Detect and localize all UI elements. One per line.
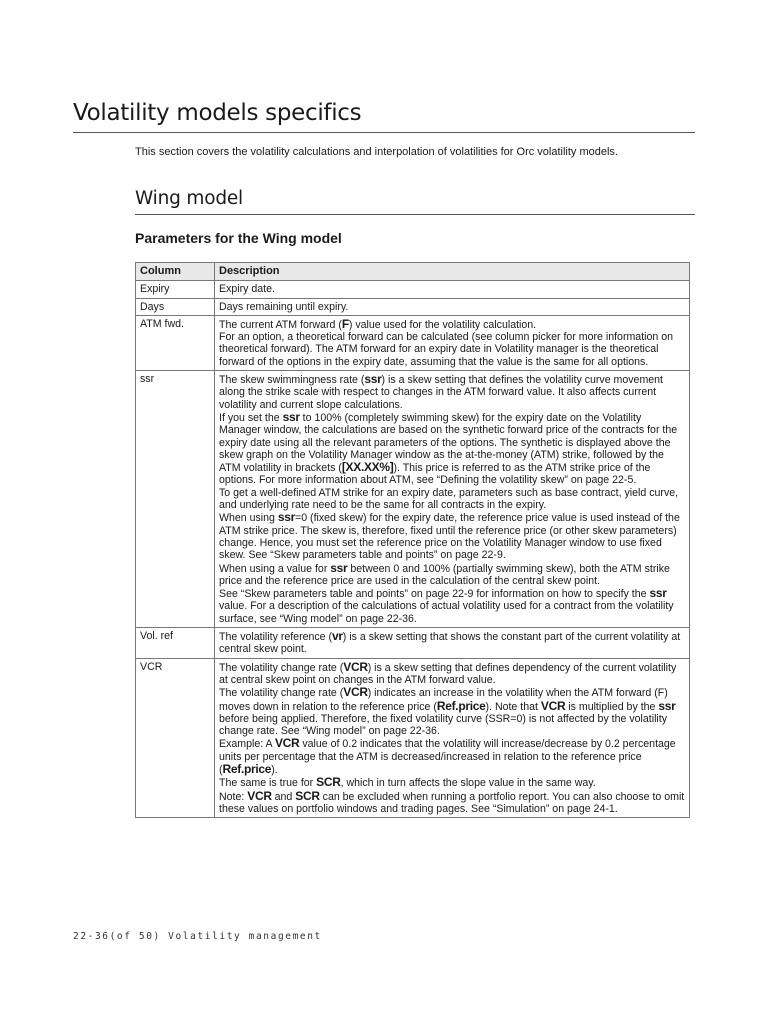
description-paragraph: Days remaining until expiry.	[219, 300, 349, 313]
description-paragraph: To get a well-defined ATM strike for an expiry date, parameters such as base contract, yield curve, and underlying rate need to be the same for all contracts in the expiry.	[219, 486, 679, 512]
description-paragraph: If you set the ssr to 100% (completely swimming skew) for the expiry date on the Volatility Manager window, the calculations are based on the synthetic forward price of the contracts for the expiry date using all the relevant parameters of the options. The synthetic is displayed above the skew graph on the Volatility Manager window as the at-the-money (ATM) strike, followed by the ATM volatility in brackets ([XX.XX%]). This price is referred to as the ATM strike price of the options. For more information about ATM, see “Defining the volatility skew” on page 22-5.	[219, 409, 678, 487]
table-row	[136, 628, 690, 659]
table-row	[136, 658, 690, 818]
section-title: Wing model	[135, 188, 695, 215]
description-paragraph: Expiry date.	[219, 283, 275, 296]
row-column-name: Days	[136, 298, 215, 315]
intro-text: This section covers the volatility calculations and interpolation of volatilities for Orc volatility models.	[135, 146, 618, 158]
table-row	[136, 281, 690, 298]
description-paragraph: The skew swimmingness rate (ssr) is a skew setting that defines the volatility curve movement along the strike scale with respect to changes in the ATM forward value. It also affects current volatility and current slope calculations.	[219, 372, 663, 411]
row-description	[215, 658, 690, 818]
description-paragraph: The same is true for SCR, which in turn affects the slope value in the same way.	[219, 775, 596, 790]
table-body	[136, 281, 690, 818]
row-column-name: ssr	[136, 371, 215, 628]
description-paragraph: The volatility reference (vr) is a skew setting that shows the constant part of the current volatility at central skew point.	[219, 629, 681, 656]
table-row	[136, 298, 690, 315]
page-footer: 22-36(of 50) Volatility management	[73, 931, 322, 942]
description-paragraph: For an option, a theoretical forward can be calculated (see column picker for more information on theoretical forward). The ATM forward for an expiry date in Volatility manager is the theoretical forward of the options in the expiry date, assuming that the value is the same for all options.	[219, 331, 673, 368]
row-description	[215, 315, 690, 370]
row-description	[215, 281, 690, 298]
description-paragraph: When using a value for ssr between 0 and 100% (partially swimming skew), both the ATM strike price and the reference price are used in the calculation of the central skew point.	[219, 560, 670, 587]
description-paragraph: The current ATM forward (F) value used for the volatility calculation.	[219, 316, 537, 331]
description-paragraph: See “Skew parameters table and points” on page 22-9 for information on how to specify the ssr value. For a description of the calculations of actual volatility used for a contract from the volatility surface, see “Wing model” on page 22-36.	[219, 586, 674, 625]
row-description	[215, 298, 690, 315]
row-column-name: VCR	[136, 658, 215, 818]
description-paragraph: When using ssr=0 (fixed skew) for the expiry date, the reference price value is used instead of the ATM strike price. The skew is, therefore, fixed until the reference price (or other skew parameters) change. Hence, you must set the reference price on the Volatility Manager window to use fixed skew. See “Skew parameters table and points” on page 22-9.	[219, 510, 680, 562]
description-paragraph: Note: VCR and SCR can be excluded when running a portfolio report. You can also choose to omit these values on portfolio windows and trading pages. See “Simulation” on page 24-1.	[219, 788, 685, 815]
table-row	[136, 371, 690, 628]
table-row	[136, 315, 690, 370]
row-column-name: Expiry	[136, 281, 215, 298]
description-paragraph: Example: A VCR value of 0.2 indicates that the volatility will increase/decrease by 0.2 percentage units per percentage that the ATM is decreased/increased in relation to the reference price (Ref.price).	[219, 736, 676, 776]
table-header-row	[136, 263, 690, 281]
row-description	[215, 371, 690, 628]
description-paragraph: The volatility change rate (VCR) indicates an increase in the volatility when the ATM forward (F) moves down in relation to the reference price (Ref.price). Note that VCR is multiplied by the ssr before being applied. Therefore, the fixed volatility curve (SSR=0) is not affected by the volatility change rate. See “Wing model” on page 22-36.	[219, 685, 676, 738]
description-header: Description	[215, 263, 690, 281]
description-paragraph: The volatility change rate (VCR) is a skew setting that defines dependency of the current volatility at central skew point on changes in the ATM forward value.	[219, 659, 677, 686]
row-description	[215, 628, 690, 659]
parameters-table	[135, 262, 690, 818]
row-column-name: Vol. ref	[136, 628, 215, 659]
column-header: Column	[136, 263, 215, 281]
page-title: Volatility models specifics	[73, 100, 695, 133]
subsection-title: Parameters for the Wing model	[135, 230, 342, 246]
row-column-name: ATM fwd.	[136, 315, 215, 370]
